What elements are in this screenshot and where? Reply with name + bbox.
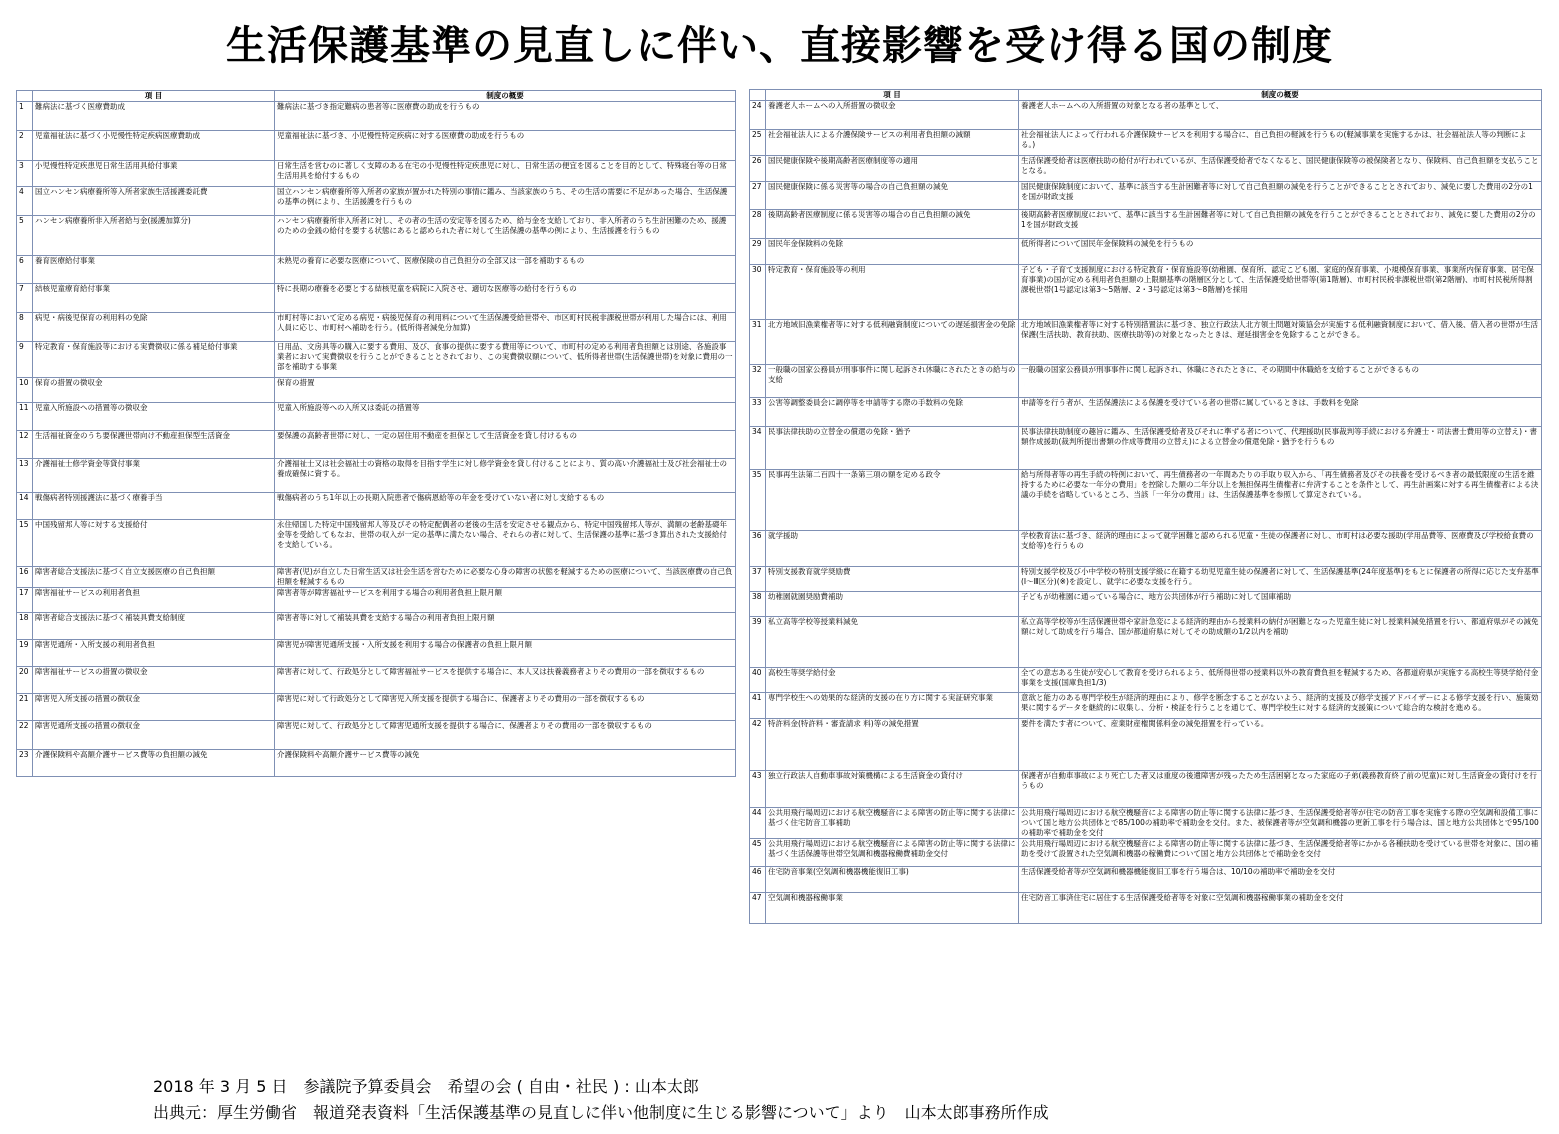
row-number: 36 <box>750 531 766 567</box>
row-item: 特定教育・保育施設等の利用 <box>766 265 1019 320</box>
table-row <box>750 130 1542 156</box>
row-overview: 生活保護受給者等が空気調和機器機能復旧工事を行う場合は、10/10の補助率で補助金を交付 <box>1019 867 1542 893</box>
row-number: 29 <box>750 239 766 265</box>
table-row <box>17 403 736 431</box>
row-item: 民事法律扶助の立替金の償還の免除・猶予 <box>766 427 1019 470</box>
row-item: 介護保険料や高額介護サービス費等の負担額の減免 <box>33 750 275 777</box>
row-number: 37 <box>750 567 766 592</box>
row-number: 24 <box>750 101 766 130</box>
row-item: 国民健康保険に係る災害等の場合の自己負担額の減免 <box>766 182 1019 210</box>
row-item: 公共用飛行場周辺における航空機騒音による障害の防止等に関する法律に基づく生活保護等世帯空気調和機器稼働費補助金交付 <box>766 839 1019 867</box>
row-number: 26 <box>750 156 766 182</box>
table-row <box>750 427 1542 470</box>
row-item: 国民年金保険料の免除 <box>766 239 1019 265</box>
row-number: 38 <box>750 592 766 617</box>
table-row <box>17 256 736 284</box>
row-overview: 永住帰国した特定中国残留邦人等及びその特定配偶者の老後の生活を安定させる観点から、特定中国残留邦人等が、満額の老齢基礎年金等を受給してもなお、世帯の収入が一定の基準に満たない場合、それらの者に対して、生活保護の基準に基づき算出された支援給付を支給している。 <box>275 520 736 567</box>
row-item: 児童入所施設への措置等の徴収金 <box>33 403 275 431</box>
table-row <box>17 313 736 342</box>
row-item: 小児慢性特定疾患児日常生活用具給付事業 <box>33 161 275 187</box>
row-number: 21 <box>17 694 33 721</box>
row-item: 独立行政法人自動車事故対策機構による生活資金の貸付け <box>766 771 1019 808</box>
table-row <box>750 470 1542 531</box>
page-title: 生活保護基準の見直しに伴い、直接影響を受け得る国の制度 <box>226 23 1333 69</box>
row-number: 25 <box>750 130 766 156</box>
row-item: 病児・病後児保育の利用料の免除 <box>33 313 275 342</box>
row-item: 障害福祉サービスの措置の徴収金 <box>33 667 275 694</box>
row-number: 35 <box>750 470 766 531</box>
row-overview: 保育の措置 <box>275 378 736 403</box>
table-row <box>17 102 736 131</box>
left-table <box>16 90 736 777</box>
row-overview: 北方地域旧漁業権者等に対する特別措置法に基づき、独立行政法人北方領土問題対策協会が実施する低利融資制度において、借入後、借入者の世帯が生活保護(生活扶助、教育扶助、医療扶助等)の対象となったときは、遅延損害金を免除することができる。 <box>1019 320 1542 365</box>
row-number: 17 <box>17 588 33 613</box>
row-overview: 障害児に対して、行政処分として障害児通所支援を提供する場合に、保護者よりその費用の一部を徴収するもの <box>275 721 736 750</box>
row-number: 15 <box>17 520 33 567</box>
row-number: 30 <box>750 265 766 320</box>
row-overview: 社会福祉法人によって行われる介護保険サービスを利用する場合に、自己負担の軽減を行うもの(軽減事業を実施するかは、社会福祉法人等の判断による。) <box>1019 130 1542 156</box>
table-row <box>750 182 1542 210</box>
row-item: 中国残留邦人等に対する支援給付 <box>33 520 275 567</box>
row-number: 42 <box>750 719 766 771</box>
table-row <box>750 531 1542 567</box>
row-item: 公共用飛行場周辺における航空機騒音による障害の防止等に関する法律に基づく住宅防音工事補助 <box>766 808 1019 839</box>
row-number: 33 <box>750 398 766 427</box>
row-overview: 意欲と能力のある専門学校生が経済的理由により、修学を断念することがないよう、経済的支援及び修学支援アドバイザーによる修学支援を行い、施策効果に関するデータを継続的に収集し、分析・検証を行うことを通じて、専門学校生に対する経済的支援策について総合的な検討を進める。 <box>1019 693 1542 719</box>
right-table <box>749 89 1542 924</box>
right-table-body <box>750 101 1542 924</box>
row-item: 専門学校生への効果的な経済的支援の在り方に関する実証研究事業 <box>766 693 1019 719</box>
row-item: 国立ハンセン病療養所等入所者家族生活援護委託費 <box>33 187 275 216</box>
table-row <box>17 694 736 721</box>
table-row <box>750 617 1542 668</box>
row-number: 34 <box>750 427 766 470</box>
row-overview: 一般職の国家公務員が刑事事件に関し起訴され、休職にされたときに、その期間中休職給を支給することができるもの <box>1019 365 1542 398</box>
row-overview: 日常生活を営むのに著しく支障のある在宅の小児慢性特定疾患児に対し、日常生活の便宜を図ることを目的として、特殊寝台等の日常生活用具を給付するもの <box>275 161 736 187</box>
row-item: 特許料金(特許料・審査請求 料)等の減免措置 <box>766 719 1019 771</box>
table-row <box>750 839 1542 867</box>
row-number: 13 <box>17 459 33 493</box>
row-overview: 生活保護受給者は医療扶助の給付が行われているが、生活保護受給者でなくなると、国民健康保険等の被保険者となり、保険料、自己負担額を支払うこととなる。 <box>1019 156 1542 182</box>
table-row <box>17 588 736 613</box>
row-item: 介護福祉士修学資金等貸付事業 <box>33 459 275 493</box>
row-number: 47 <box>750 893 766 924</box>
table-row <box>17 342 736 378</box>
row-overview: 市町村等において定める病児・病後児保育の利用料について生活保護受給世帯や、市区町村民税非課税世帯が利用した場合には、利用人員に応じ、市町村へ補助を行う。(低所得者減免分加算) <box>275 313 736 342</box>
table-row <box>17 493 736 520</box>
table-row <box>750 210 1542 239</box>
table-row <box>750 719 1542 771</box>
row-number: 27 <box>750 182 766 210</box>
row-number: 16 <box>17 567 33 588</box>
row-overview: 未熟児の養育に必要な医療について、医療保険の自己負担分の全部又は一部を補助するもの <box>275 256 736 284</box>
table-row <box>750 156 1542 182</box>
table-row <box>17 721 736 750</box>
row-item: 私立高等学校等授業料減免 <box>766 617 1019 668</box>
row-overview: 子ども・子育て支援制度における特定教育・保育施設等(幼稚園、保育所、認定こども園、家庭的保育事業、小規模保育事業、事業所内保育事業、居宅保育事業)の国が定める利用者負担額の上限額基準の階層区分として、生活保護受給世帯等(第1階層)、市町村民税非課税世帯(第2階層)、市町村民税所得割課税世帯(1号認定は第3～5階層、2・3号認定は第3～8階層)を採用 <box>1019 265 1542 320</box>
row-overview: 国民健康保険制度において、基準に該当する生計困難者等に対して自己負担額の減免を行うことができることとされており、減免に要した費用の2分の1を国が財政支援 <box>1019 182 1542 210</box>
row-overview: 難病法に基づき指定難病の患者等に医療費の助成を行うもの <box>275 102 736 131</box>
row-overview: 障害児が障害児通所支援・入所支援を利用する場合の保護者の負担上限月額 <box>275 640 736 667</box>
row-overview: 住宅防音工事済住宅に居住する生活保護受給者等を対象に空気調和機器稼働事業の補助金を交付 <box>1019 893 1542 924</box>
table-row <box>17 187 736 216</box>
row-overview: 申請等を行う者が、生活保護法による保護を受けている者の世帯に属しているときは、手数料を免除 <box>1019 398 1542 427</box>
row-item: 公害等調整委員会に調停等を申請等する際の手数料の免除 <box>766 398 1019 427</box>
row-number: 22 <box>17 721 33 750</box>
header-number <box>17 91 33 102</box>
row-overview: 学校教育法に基づき、経済的理由によって就学困難と認められる児童・生徒の保護者に対し、市町村は必要な援助(学用品費等、医療費及び学校給食費の支給等)を行うもの <box>1019 531 1542 567</box>
row-number: 43 <box>750 771 766 808</box>
row-item: 空気調和機器稼働事業 <box>766 893 1019 924</box>
row-number: 44 <box>750 808 766 839</box>
row-item: 幼稚園就園奨励費補助 <box>766 592 1019 617</box>
table-row <box>17 284 736 313</box>
row-overview: 給与所得者等の再生手続の特例において、再生債務者の一年間あたりの手取り収入から、「再生債務者及びその扶養を受けるべき者の最低限度の生活を維持するために必要な一年分の費用」を控除した額の二年分以上を無担保再生債権者に弁済することを条件として、再生計画案に対する再生債権者による決議の手続を省略しているところ、当該「一年分の費用」は、生活保護基準を参照して算定されている。 <box>1019 470 1542 531</box>
row-item: 難病法に基づく医療費助成 <box>33 102 275 131</box>
table-row <box>17 378 736 403</box>
row-item: 就学援助 <box>766 531 1019 567</box>
table-row <box>750 771 1542 808</box>
row-number: 14 <box>17 493 33 520</box>
header-overview: 制度の概要 <box>1019 90 1542 101</box>
table-header-row <box>750 90 1542 101</box>
row-number: 5 <box>17 216 33 256</box>
table-row <box>750 265 1542 320</box>
row-overview: 要件を満たす者について、産業財産権関係料金の減免措置を行っている。 <box>1019 719 1542 771</box>
header-item: 項 目 <box>766 90 1019 101</box>
table-row <box>750 365 1542 398</box>
row-item: 一般職の国家公務員が刑事事件に関し起訴され休職にされたときの給与の支給 <box>766 365 1019 398</box>
row-number: 19 <box>17 640 33 667</box>
row-overview: 公共用飛行場周辺における航空機騒音による障害の防止等に関する法律に基づき、生活保護受給者等が住宅の防音工事を実施する際の空気調和設備工事について国と地方公共団体とで85/100の補助率で補助金を交付。また、被保護者等が空気調和機器の更新工事を行う場合は、国と地方公共団体とで95/100の補助率で補助金を交付 <box>1019 808 1542 839</box>
left-table-body <box>17 102 736 777</box>
row-overview: 障害者に対して、行政処分として障害福祉サービスを提供する場合に、本人又は扶養義務者よりその費用の一部を徴収するもの <box>275 667 736 694</box>
table-row <box>750 592 1542 617</box>
row-item: 北方地域旧漁業権者等に対する低利融資制度についての遅延損害金の免除 <box>766 320 1019 365</box>
row-overview: 低所得者について国民年金保険料の減免を行うもの <box>1019 239 1542 265</box>
row-overview: 全ての意志ある生徒が安心して教育を受けられるよう、低所得世帯の授業料以外の教育費負担を軽減するため、各都道府県が実施する高校生等奨学給付金事業を支援(国庫負担1/3) <box>1019 668 1542 693</box>
table-row <box>17 161 736 187</box>
row-number: 41 <box>750 693 766 719</box>
row-overview: 後期高齢者医療制度において、基準に該当する生計困難者等に対して自己負担額の減免を行うことができることとされており、減免に要した費用の2分の1を国が財政支援 <box>1019 210 1542 239</box>
row-number: 12 <box>17 431 33 459</box>
row-overview: 私立高等学校等が生活保護世帯や家計急変による経済的理由から授業料の納付が困難となった児童生徒に対し授業料減免措置を行い、都道府県がその減免額に対して助成を行う場合、国が都道府県に対してその助成額の1/2以内を補助 <box>1019 617 1542 668</box>
row-item: 高校生等奨学給付金 <box>766 668 1019 693</box>
table-row <box>750 693 1542 719</box>
row-item: 戦傷病者特別援護法に基づく療養手当 <box>33 493 275 520</box>
row-number: 11 <box>17 403 33 431</box>
row-number: 32 <box>750 365 766 398</box>
row-overview: 障害児に対して行政処分として障害児入所支援を提供する場合に、保護者よりその費用の一部を徴収するもの <box>275 694 736 721</box>
row-item: 住宅防音事業(空気調和機器機能復旧工事) <box>766 867 1019 893</box>
table-row <box>17 131 736 161</box>
row-item: 障害福祉サービスの利用者負担 <box>33 588 275 613</box>
table-row <box>750 398 1542 427</box>
row-item: 障害者総合支援法に基づく自立支援医療の自己負担額 <box>33 567 275 588</box>
row-number: 46 <box>750 867 766 893</box>
row-item: 障害児入所支援の措置の徴収金 <box>33 694 275 721</box>
table-row <box>17 520 736 567</box>
row-number: 2 <box>17 131 33 161</box>
row-overview: 特に長期の療養を必要とする結核児童を病院に入院させ、適切な医療等の給付を行うもの <box>275 284 736 313</box>
row-overview: ハンセン病療養所非入所者に対し、その者の生活の安定等を図るため、給与金を支給しており、非入所者のうち生計困難のため、援護のための金銭の給付を要する状態にあると認められた者に対して生活保護の基準の例により、生活援護を行うもの <box>275 216 736 256</box>
row-number: 6 <box>17 256 33 284</box>
row-item: 社会福祉法人による介護保険サービスの利用者負担額の減額 <box>766 130 1019 156</box>
row-number: 18 <box>17 613 33 640</box>
header-overview: 制度の概要 <box>275 91 736 102</box>
header-item: 項 目 <box>33 91 275 102</box>
row-number: 28 <box>750 210 766 239</box>
row-overview: 要保護の高齢者世帯に対し、一定の居住用不動産を担保として生活資金を貸し付けるもの <box>275 431 736 459</box>
table-row <box>17 567 736 588</box>
table-row <box>17 640 736 667</box>
row-item: 結核児童療育給付事業 <box>33 284 275 313</box>
table-row <box>750 808 1542 839</box>
row-overview: 介護福祉士又は社会福祉士の資格の取得を目指す学生に対し修学資金を貸し付けることにより、質の高い介護福祉士及び社会福祉士の養成確保に資する。 <box>275 459 736 493</box>
row-overview: 公共用飛行場周辺における航空機騒音による障害の防止等に関する法律に基づき、生活保護受給者等にかかる各種扶助を受けている世帯を対象に、国の補助を受けて設置された空気調和機器の稼働費について国と地方公共団体とで補助金を交付 <box>1019 839 1542 867</box>
table-row <box>750 320 1542 365</box>
row-item: ハンセン病療養所非入所者給与金(援護加算分) <box>33 216 275 256</box>
table-row <box>750 668 1542 693</box>
row-item: 児童福祉法に基づく小児慢性特定疾病医療費助成 <box>33 131 275 161</box>
row-number: 4 <box>17 187 33 216</box>
row-overview: 介護保険料や高額介護サービス費等の減免 <box>275 750 736 777</box>
table-row <box>17 667 736 694</box>
table-row <box>750 567 1542 592</box>
row-number: 23 <box>17 750 33 777</box>
row-overview: 障害者(児)が自立した日常生活又は社会生活を営むために必要な心身の障害の状態を軽減するための医療について、当該医療費の自己負担額を軽減するもの <box>275 567 736 588</box>
table-row <box>750 239 1542 265</box>
row-number: 10 <box>17 378 33 403</box>
row-item: 民事再生法第二百四十一条第三項の額を定める政令 <box>766 470 1019 531</box>
row-item: 国民健康保険や後期高齢者医療制度等の適用 <box>766 156 1019 182</box>
row-item: 養育医療給付事業 <box>33 256 275 284</box>
table-row <box>750 101 1542 130</box>
footer-date-line: 2018 年 3 月 5 日 参議院予算委員会 希望の会 ( 自由・社民 ) : 山本太郎 <box>153 1077 699 1096</box>
table-row <box>17 750 736 777</box>
row-item: 後期高齢者医療制度に係る災害等の場合の自己負担額の減免 <box>766 210 1019 239</box>
row-overview: 児童福祉法に基づき、小児慢性特定疾病に対する医療費の助成を行うもの <box>275 131 736 161</box>
row-number: 3 <box>17 161 33 187</box>
row-overview: 障害者等が障害福祉サービスを利用する場合の利用者負担上限月額 <box>275 588 736 613</box>
table-row <box>750 867 1542 893</box>
table-row <box>17 216 736 256</box>
row-number: 8 <box>17 313 33 342</box>
row-item: 障害児通所・入所支援の利用者負担 <box>33 640 275 667</box>
table-row <box>17 613 736 640</box>
row-overview: 特別支援学校及び小中学校の特別支援学級に在籍する幼児児童生徒の保護者に対して、生活保護基準(24年度基準)をもとに保護者の所得に応じた支弁基準(Ⅰ～Ⅲ区分)(※)を設定し、就学に必要な支援を行う。 <box>1019 567 1542 592</box>
row-overview: 日用品、文房具等の購入に要する費用、及び、食事の提供に要する費用等について、市町村の定める利用者負担額とは別途、各施設事業者において実費徴収を行うことができることとされており、この実費徴収額について、低所得者世帯(生活保護世帯)を対象に費用の一部を補助する事業 <box>275 342 736 378</box>
row-number: 45 <box>750 839 766 867</box>
row-number: 40 <box>750 668 766 693</box>
row-overview: 児童入所施設等への入所又は委託の措置等 <box>275 403 736 431</box>
row-number: 20 <box>17 667 33 694</box>
row-overview: 障害者等に対して補装具費を支給する場合の利用者負担上限月額 <box>275 613 736 640</box>
header-number <box>750 90 766 101</box>
row-overview: 養護老人ホームへの入所措置の対象となる者の基準として、 <box>1019 101 1542 130</box>
table-row <box>750 893 1542 924</box>
row-item: 生活福祉資金のうち要保護世帯向け不動産担保型生活資金 <box>33 431 275 459</box>
row-item: 特別支援教育就学奨励費 <box>766 567 1019 592</box>
row-number: 9 <box>17 342 33 378</box>
row-item: 障害者総合支援法に基づく補装具費支給制度 <box>33 613 275 640</box>
row-item: 保育の措置の徴収金 <box>33 378 275 403</box>
row-number: 39 <box>750 617 766 668</box>
row-item: 養護老人ホームへの入所措置の徴収金 <box>766 101 1019 130</box>
row-overview: 国立ハンセン病療養所等入所者の家族が置かれた特別の事情に鑑み、当該家族のうち、その生活の需要に不足があった場合、生活保護の基準の例により、生活援護を行うもの <box>275 187 736 216</box>
table-row <box>17 459 736 493</box>
row-number: 31 <box>750 320 766 365</box>
footer-source-line: 出典元：厚生労働省 報道発表資料「生活保護基準の見直しに伴い他制度に生じる影響について」より 山本太郎事務所作成 <box>153 1103 1049 1122</box>
row-overview: 民事法律扶助制度の趣旨に鑑み、生活保護受給者及びそれに準ずる者について、代理援助(民事裁判等手続における弁護士・司法書士費用等の立替え)・書類作成援助(裁判所提出書類の作成等費用の立替え)による立替金の償還免除・猶予を行うもの <box>1019 427 1542 470</box>
row-item: 特定教育・保育施設等における実費徴収に係る補足給付事業 <box>33 342 275 378</box>
row-number: 1 <box>17 102 33 131</box>
table-header-row <box>17 91 736 102</box>
row-item: 障害児通所支援の措置の徴収金 <box>33 721 275 750</box>
row-overview: 保護者が自動車事故により死亡した者又は重度の後遺障害が残ったため生活困窮となった家庭の子弟(義務教育終了前の児童)に対し生活資金の貸付けを行うもの <box>1019 771 1542 808</box>
row-overview: 子どもが幼稚園に通っている場合に、地方公共団体が行う補助に対して国庫補助 <box>1019 592 1542 617</box>
row-overview: 戦傷病者のうち1年以上の長期入院患者で傷病恩給等の年金を受けていない者に対し支給するもの <box>275 493 736 520</box>
row-number: 7 <box>17 284 33 313</box>
table-row <box>17 431 736 459</box>
